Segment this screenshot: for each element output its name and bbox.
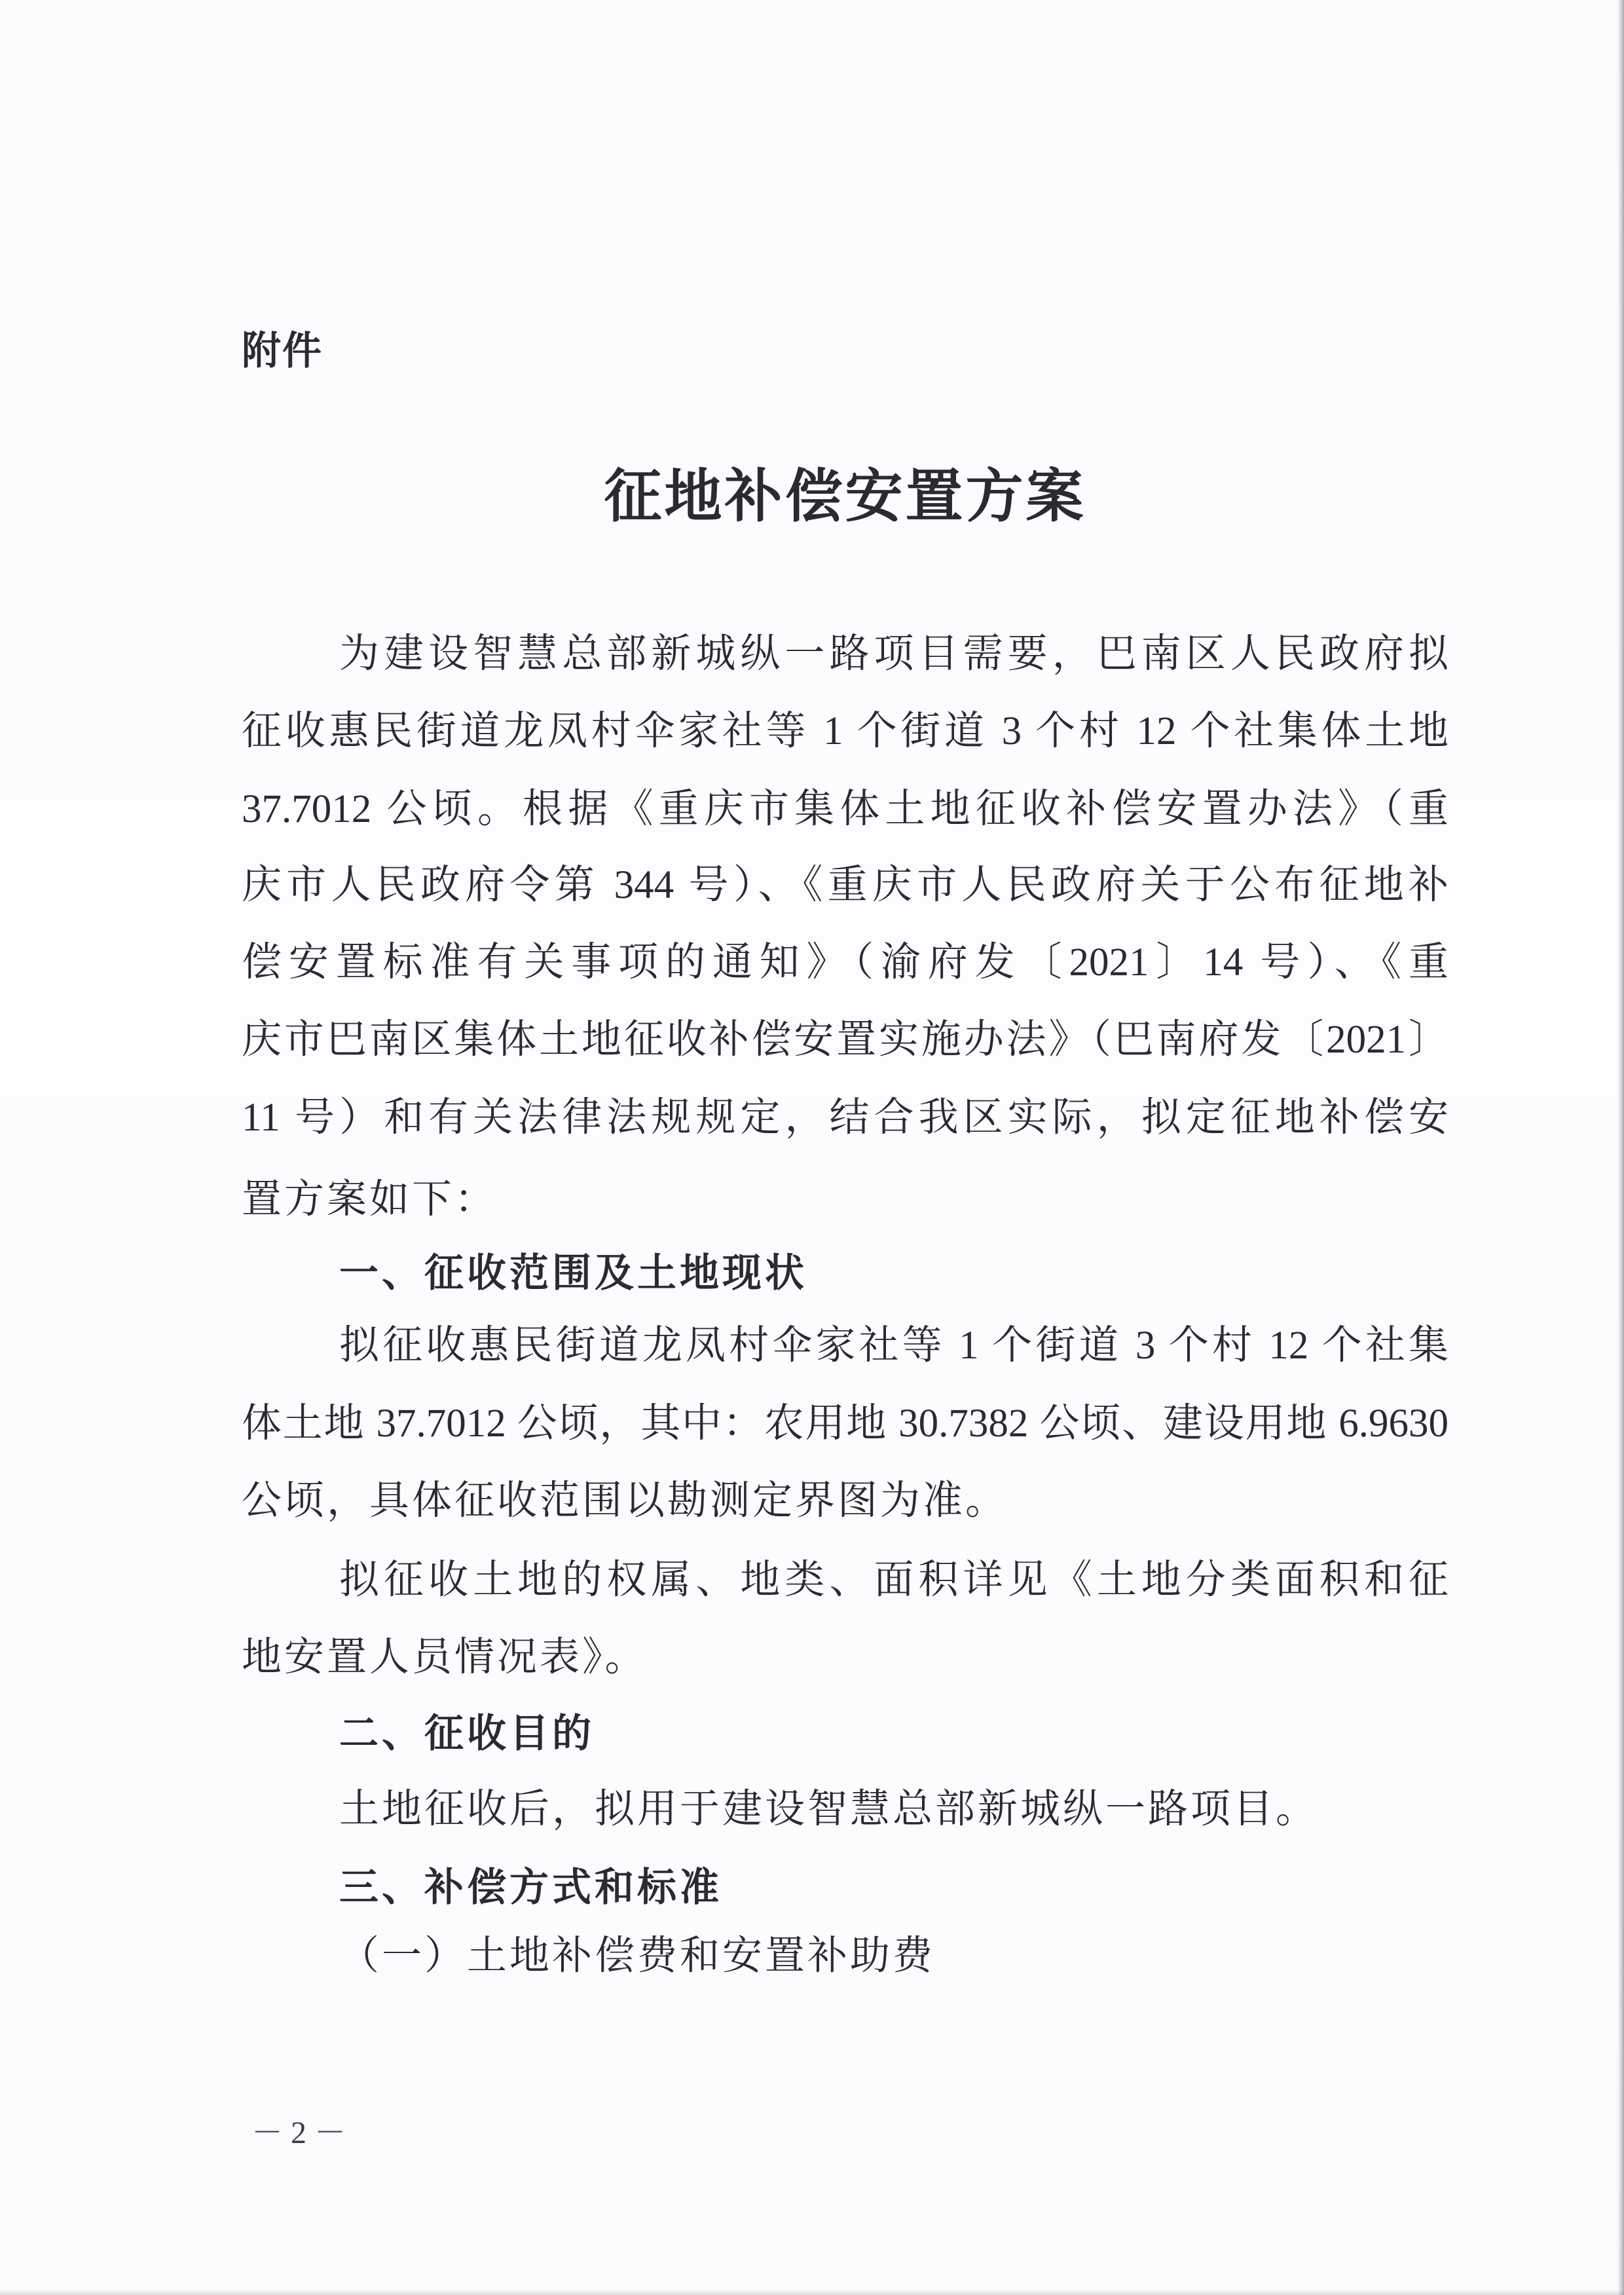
section-1-paragraph-line: 体土地 37.7012 公顷，其中：农用地 30.7382 公顷、建设用地 6.9630 xyxy=(242,1402,1449,1446)
attachment-label: 附件 xyxy=(242,328,323,374)
document-title: 征地补偿安置方案 xyxy=(604,466,1086,529)
section-2-heading: 二、征收目的 xyxy=(339,1711,595,1757)
scan-edge-bottom xyxy=(0,2290,1624,2295)
intro-paragraph-line: 37.7012 公顷。根据《重庆市集体土地征收补偿安置办法》（重 xyxy=(242,787,1449,831)
intro-paragraph-line: 11 号）和有关法律法规规定，结合我区实际，拟定征地补偿安 xyxy=(242,1096,1449,1140)
page-number: － 2 － xyxy=(251,2116,346,2150)
section-1-paragraph-line: 拟征收土地的权属、地类、面积详见《土地分类面积和征 xyxy=(339,1558,1449,1602)
scan-edge-right xyxy=(1617,0,1624,2295)
intro-paragraph-line: 置方案如下： xyxy=(242,1178,498,1222)
intro-paragraph-line: 庆市人民政府令第 344 号）、《重庆市人民政府关于公布征地补 xyxy=(242,863,1449,907)
intro-paragraph-line: 为建设智慧总部新城纵一路项目需要，巴南区人民政府拟 xyxy=(339,632,1449,676)
intro-paragraph-line: 征收惠民街道龙凤村伞家社等 1 个街道 3 个村 12 个社集体土地 xyxy=(242,709,1449,753)
intro-paragraph-line: 偿安置标准有关事项的通知》（渝府发〔2021〕14 号）、《重 xyxy=(242,941,1449,984)
subsection-heading: （一）土地补偿费和安置补助费 xyxy=(339,1934,936,1978)
section-1-paragraph-line: 公顷，具体征收范围以勘测定界图为准。 xyxy=(242,1479,1008,1523)
intro-paragraph-line: 庆市巴南区集体土地征收补偿安置实施办法》（巴南府发〔2021〕 xyxy=(242,1018,1449,1062)
section-1-heading: 一、征收范围及土地现状 xyxy=(339,1250,807,1296)
section-2-paragraph-line: 土地征收后，拟用于建设智慧总部新城纵一路项目。 xyxy=(339,1787,1319,1831)
section-1-paragraph-line: 拟征收惠民街道龙凤村伞家社等 1 个街道 3 个村 12 个社集 xyxy=(339,1324,1449,1368)
section-1-paragraph-line: 地安置人员情况表》。 xyxy=(242,1635,648,1679)
section-3-heading: 三、补偿方式和标准 xyxy=(339,1865,722,1911)
